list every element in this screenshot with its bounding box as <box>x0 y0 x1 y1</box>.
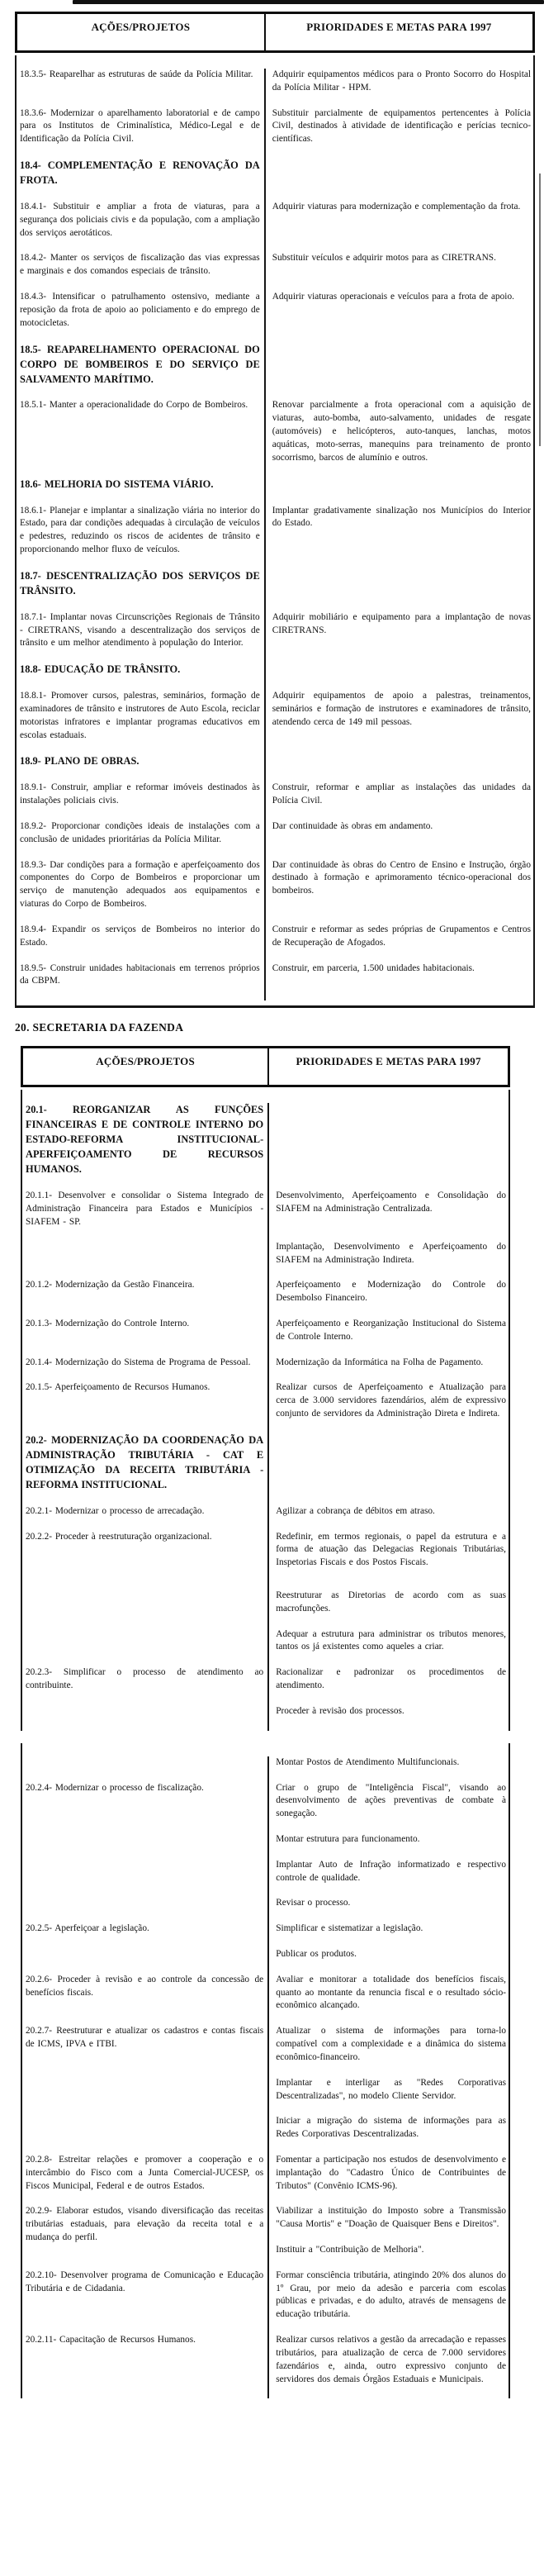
actions-cell <box>17 252 266 291</box>
actions-cell <box>22 1666 269 1730</box>
actions-cell <box>22 1190 269 1279</box>
table-body-segment-a <box>21 1090 510 1731</box>
actions-cell <box>22 1103 269 1190</box>
goal-text: Implantar gradativamente sinalização nos Municípios do Interior do Estado. <box>272 505 531 529</box>
action-text: 20.1.3- Modernização do Controle Interno. <box>26 1318 190 1328</box>
table-row <box>22 1666 509 1730</box>
action-text: 20.2.6- Proceder à revisão e ao controle da concessão de benefícios fiscais. <box>26 1974 264 1998</box>
goals-cell <box>266 690 533 754</box>
goal-text: Construir e reformar as sedes próprias de Grupamentos e Centros de Recuperação de Afogados. <box>272 924 531 948</box>
goals-cell <box>269 1279 509 1318</box>
table-body-segment-b <box>21 1743 510 2399</box>
table-row <box>22 1922 509 1974</box>
goals-cell <box>266 399 533 477</box>
goal-text: Proceder à revisão dos processos. <box>276 1705 404 1716</box>
goals-cell <box>266 859 533 924</box>
actions-cell <box>22 1433 269 1505</box>
goal-text: Viabilizar a instituição do Imposto sobre a Transmissão "Causa Mortis" e "Doação de Quaisquer Bens e Direitos". <box>276 2206 506 2230</box>
table-row <box>22 1531 509 1667</box>
scan-artifact-top-bar <box>73 0 544 4</box>
action-text: 18.3.6- Modernizar o aparelhamento laboratorial e de campo para os Institutos de Criminalística, Médico-Legal e de Identificação da Polícia Civil. <box>20 107 260 145</box>
goal-text: Desenvolvimento, Aperfeiçoamento e Consolidação do SIAFEM na Administração Centralizada. <box>276 1191 506 1214</box>
goal-text: Aperfeiçoamento e Modernização do Controle do Desembolso Financeiro. <box>276 1280 506 1304</box>
table-section-20-fazenda <box>21 1046 510 2398</box>
section-heading-row <box>22 1103 509 1190</box>
section-title-secretaria-fazenda: 20. SECRETARIA DA FAZENDA <box>15 1021 184 1034</box>
table-row <box>22 1782 509 1923</box>
table-row <box>22 1381 509 1433</box>
action-text: 18.5- REAPARELHAMENTO OPERACIONAL DO CORPO DE BOMBEIROS E DO SERVIÇO DE SALVAMENTO MARÍTIMO. <box>20 343 260 385</box>
table-row <box>17 252 533 291</box>
goals-cell <box>266 107 533 159</box>
goals-cell <box>269 1318 509 1357</box>
action-text: 18.4.3- Intensificar o patrulhamento ostensivo, mediante a reposição da frota de apoio ao policiamento e do emprego de motocicletas. <box>20 292 260 328</box>
section-heading-row <box>17 663 533 690</box>
goal-text: Adquirir viaturas operacionais e veículos para a frota de apoio. <box>272 292 514 302</box>
goals-cell <box>266 343 533 400</box>
actions-cell <box>17 69 266 107</box>
actions-cell <box>22 1756 269 1782</box>
goal-text: Substituir veículos e adquirir motos para as CIRETRANS. <box>272 253 496 264</box>
actions-cell <box>22 1782 269 1923</box>
goal-text: Renovar parcialmente a frota operacional com a aquisição de viaturas, auto-bomba, auto-salvamento, unidades de resgate (automóveis) e helicópteros, auto-tanques, lanchas, motos aquáticas, moto-serras, manequins para treinamento de pronto socorrismo, barcos de alumínio e outros. <box>272 400 531 463</box>
goal-text: Adquirir equipamentos médicos para o Pronto Socorro do Hospital da Polícia Militar - HPM. <box>272 69 531 93</box>
goals-cell <box>269 1974 509 2025</box>
goals-cell <box>266 820 533 859</box>
table-row <box>22 1505 509 1531</box>
table-row <box>22 2025 509 2154</box>
goals-cell <box>266 782 533 820</box>
actions-cell <box>17 690 266 754</box>
action-text: 18.6.1- Planejar e implantar a sinalização viária no interior do Estado, para dar condições adequadas à circulação de veículos e pedestres, reduzindo os riscos de acidentes de trânsito e proporcionando melhor fluxo de veículos. <box>20 505 260 554</box>
section-heading-row <box>17 478 533 505</box>
goals-cell <box>266 69 533 107</box>
actions-cell <box>22 2269 269 2334</box>
column-header-acoes-projetos: AÇÕES/PROJETOS <box>23 1048 269 1085</box>
goals-cell <box>269 2269 509 2334</box>
goals-cell <box>269 1531 509 1667</box>
action-text: 18.4.2- Manter os serviços de fiscalização das vias expressas e marginais e dos comandos especiais de trânsito. <box>20 253 260 277</box>
goal-text: Reestruturar as Diretorias de acordo com as suas macrofunções. <box>276 1590 506 1614</box>
goal-text: Substituir parcialmente de equipamentos pertencentes à Polícia Civil, destinados à atividade de identificação e perícias tecnico-científicas. <box>272 107 531 145</box>
actions-cell <box>22 2154 269 2205</box>
table-row <box>22 2154 509 2205</box>
action-text: 18.9.4- Expandir os serviços de Bombeiros no interior do Estado. <box>20 924 260 948</box>
table-row <box>22 1756 509 1782</box>
action-text: 20.2.9- Elaborar estudos, visando diversificação das receitas tributárias estaduais, para elevação da receita total e a mudança do perfil. <box>26 2206 264 2243</box>
table-header-row <box>15 12 535 53</box>
goal-text: Formar consciência tributária, atingindo 20% dos alunos do 1º Grau, por meio da adesão e parceria com escolas públicas e privadas, e do adulto, através de mensagens de educação tributária. <box>276 2269 506 2320</box>
table-row <box>17 859 533 924</box>
action-text: 18.9.3- Dar condições para a formação e aperfeiçoamento dos componentes do Corpo de Bombeiros e proporcionar um serviço de manutenção adequados aos equipamentos e viaturas do Corpo de Bombeiros. <box>20 859 260 910</box>
table-row <box>17 291 533 342</box>
goals-cell <box>269 1666 509 1730</box>
table-body <box>15 55 535 1008</box>
table-row <box>22 2334 509 2398</box>
action-text: 20.1.4- Modernização do Sistema de Programa de Pessoal. <box>26 1357 251 1367</box>
table-row <box>17 690 533 754</box>
goals-cell <box>266 611 533 663</box>
actions-cell <box>22 1381 269 1433</box>
action-text: 20.1.2- Modernização da Gestão Financeira. <box>26 1280 195 1290</box>
goals-cell <box>266 478 533 505</box>
actions-cell <box>17 291 266 342</box>
table-row <box>17 782 533 820</box>
table-row <box>22 1190 509 1279</box>
action-text: 20.1- REORGANIZAR AS FUNÇÕES FINANCEIRAS E DE CONTROLE INTERNO DO ESTADO-REFORMA INSTITUCIONAL-APERFEIÇOAMENTO DE RECURSOS HUMANOS. <box>26 1104 264 1176</box>
table-row <box>22 1974 509 2025</box>
table-row <box>17 962 533 1001</box>
action-text: 20.2.5- Aperfeiçoar a legislação. <box>26 1923 149 1934</box>
goal-text: Fomentar a participação nos estudos de desenvolvimento e implantação do "Cadastro Único de Contribuintes de Tributos" (Convênio ICMS-96). <box>276 2154 506 2191</box>
actions-cell <box>17 107 266 159</box>
action-text: 18.3.5- Reaparelhar as estruturas de saúde da Polícia Militar. <box>20 69 253 79</box>
goal-text: Adquirir equipamentos de apoio a palestras, treinamentos, seminários e formação de instrutores e examinadores de trânsito, atendendo cerca de 149 mil pessoas. <box>272 691 531 727</box>
goals-cell <box>269 2154 509 2205</box>
actions-cell <box>22 1531 269 1667</box>
actions-cell <box>17 201 266 252</box>
actions-cell <box>17 611 266 663</box>
goals-cell <box>266 505 533 569</box>
goals-cell <box>269 1922 509 1974</box>
goals-cell <box>266 569 533 611</box>
goal-text: Agilizar a cobrança de débitos em atraso. <box>276 1505 435 1516</box>
action-text: 20.1.1- Desenvolver e consolidar o Sistema Integrado de Administração Financeira para Estados e Municípios - SIAFEM - SP. <box>26 1191 264 1227</box>
section-heading-row <box>17 159 533 201</box>
table-row <box>17 924 533 962</box>
action-text: 20.2.4- Modernizar o processo de fiscalização. <box>26 1782 204 1793</box>
action-text: 18.9- PLANO DE OBRAS. <box>20 755 140 768</box>
actions-cell <box>17 859 266 924</box>
goals-cell <box>269 1357 509 1382</box>
action-text: 18.8.1- Promover cursos, palestras, seminários, formação de examinadores de trânsito e instrutores de Auto Escola, reciclar motoristas infratores e implantar programas educativos em escolas estaduais. <box>20 691 260 740</box>
goal-text: Criar o grupo de "Inteligência Fiscal", visando ao desenvolvimento de ações preventivas de combate à sonegação. <box>276 1782 506 1819</box>
actions-cell <box>22 1279 269 1318</box>
section-heading-row <box>17 754 533 782</box>
table-row <box>22 1279 509 1318</box>
goal-text: Implantar Auto de Infração informatizado e respectivo controle de qualidade. <box>276 1859 506 1883</box>
table-row <box>17 107 533 159</box>
column-header-prioridades-metas: PRIORIDADES E METAS PARA 1997 <box>306 21 492 33</box>
action-text: 20.2.1- Modernizar o processo de arrecadação. <box>26 1505 205 1516</box>
table-row <box>22 1318 509 1357</box>
actions-cell <box>22 1974 269 2025</box>
goals-cell <box>269 2334 509 2398</box>
actions-cell <box>22 2205 269 2269</box>
goals-cell <box>269 1103 509 1190</box>
goals-cell <box>266 962 533 1001</box>
goal-text: Construir, em parceria, 1.500 unidades habitacionais. <box>272 962 475 973</box>
goals-cell <box>269 1756 509 1782</box>
actions-cell <box>17 399 266 477</box>
goal-text: Adquirir viaturas para modernização e complementação da frota. <box>272 202 521 212</box>
goal-text: Iniciar a migração do sistema de informações para as Redes Corporativas Descentralizadas. <box>276 2116 506 2140</box>
action-text: 18.7.1- Implantar novas Circunscrições Regionais de Trânsito - CIRETRANS, visando a descentralização dos serviços de trânsito e um melhor atendimento à população do Interior. <box>20 611 260 649</box>
goal-text: Montar Postos de Atendimento Multifuncionais. <box>276 1756 460 1767</box>
action-text: 18.4.1- Substituir e ampliar a frota de viaturas, para a segurança dos policiais civis e da população, com a ampliação dos serviços aerotáticos. <box>20 202 260 238</box>
action-text: 20.2.8- Estreitar relações e promover a cooperação e o intercâmbio do Fisco com a Junta Comercial-JUCESP, os Fiscos Municipal, Federal e de outros Estados. <box>26 2154 264 2191</box>
actions-cell <box>17 343 266 400</box>
action-text: 18.8- EDUCAÇÃO DE TRÂNSITO. <box>20 663 181 676</box>
action-text: 18.9.2- Proporcionar condições ideais de instalações com a conclusão de unidades prioritárias da Polícia Militar. <box>20 821 260 844</box>
goals-cell <box>269 1433 509 1505</box>
goal-text: Avaliar e monitorar a totalidade dos benefícios fiscais, quanto ao montante da renuncia fiscal e o resultado sócio-econômico alcançado. <box>276 1974 506 2011</box>
actions-cell <box>17 569 266 611</box>
action-text: 20.2- MODERNIZAÇÃO DA COORDENAÇÃO DA ADMINISTRAÇÃO TRIBUTÁRIA - CAT E OTIMIZAÇÃO DA RECEITA TRIBUTÁRIA - REFORMA INSTITUCIONAL. <box>26 1433 264 1490</box>
action-text: 18.9.1- Construir, ampliar e reformar imóveis destinados às instalações policiais civis. <box>20 782 260 806</box>
goal-text: Implantação, Desenvolvimento e Aperfeiçoamento do SIAFEM na Administração Indireta. <box>276 1241 506 1265</box>
goal-text: Revisar o processo. <box>276 1898 351 1908</box>
goal-text: Simplificar e sistematizar a legislação. <box>276 1923 423 1934</box>
actions-cell <box>22 1922 269 1974</box>
action-text: 20.2.10- Desenvolver programa de Comunicação e Educação Tributária e de Cidadania. <box>26 2269 264 2293</box>
goal-text: Redefinir, em termos regionais, o papel da estrutura e a forma de atuação das Delegacias Regionais Tributárias, Inspetorias Fiscais e dos Postos Fiscais. <box>276 1531 506 1568</box>
goal-text: Dar continuidade às obras em andamento. <box>272 821 433 832</box>
action-text: 20.2.7- Reestruturar e atualizar os cadastros e contas fiscais de ICMS, IPVA e ITBI. <box>26 2026 264 2050</box>
column-header-acoes-projetos: AÇÕES/PROJETOS <box>17 14 266 50</box>
goals-cell <box>266 291 533 342</box>
goals-cell <box>269 2025 509 2154</box>
actions-cell <box>17 924 266 962</box>
section-heading-row <box>17 343 533 400</box>
goal-text: Construir, reformar e ampliar as instalações das unidades da Polícia Civil. <box>272 782 531 806</box>
goal-text: Publicar os produtos. <box>276 1949 357 1960</box>
actions-cell <box>17 754 266 782</box>
goals-cell <box>269 1505 509 1531</box>
action-text: 20.2.3- Simplificar o processo de atendimento ao contribuinte. <box>26 1667 264 1691</box>
goals-cell <box>266 924 533 962</box>
goal-text: Atualizar o sistema de informações para torna-lo compatível com a complexidade e a dinâmica do sistema econômico-financeiro. <box>276 2026 506 2062</box>
table-row <box>17 399 533 477</box>
goals-cell <box>266 663 533 690</box>
goal-text: Realizar cursos relativos a gestão da arrecadação e repasses tributários, para atualização de cerca de 7.000 servidores fazendários e, ainda, outro expressivo conjunto de servidores dos demais Órgãos Estaduais e Municipais. <box>276 2335 506 2384</box>
goal-text: Adquirir mobiliário e equipamento para a implantação de novas CIRETRANS. <box>272 611 531 635</box>
column-header-prioridades-metas: PRIORIDADES E METAS PARA 1997 <box>296 1055 481 1068</box>
goals-cell <box>269 1381 509 1433</box>
goal-text: Aperfeiçoamento e Reorganização Institucional do Sistema de Controle Interno. <box>276 1318 506 1342</box>
goal-text: Instituir a "Contribuição de Melhoria". <box>276 2245 424 2255</box>
table-row <box>17 820 533 859</box>
action-text: 20.2.2- Proceder à reestruturação organizacional. <box>26 1531 212 1542</box>
table-row <box>17 505 533 569</box>
action-text: 20.2.11- Capacitação de Recursos Humanos. <box>26 2335 196 2345</box>
goal-text: Realizar cursos de Aperfeiçoamento e Atualização para cerca de 3.000 servidores fazendários, além de expressivo conjunto de servidores da Administração Direta e Indireta. <box>276 1382 506 1419</box>
action-text: 18.5.1- Manter a operacionalidade do Corpo de Bombeiros. <box>20 400 248 411</box>
goal-text: Implantar e interligar as "Redes Corporativas Descentralizadas", no modelo Cliente Servidor. <box>276 2077 506 2101</box>
actions-cell <box>22 1357 269 1382</box>
table-row <box>17 611 533 663</box>
section-heading-row <box>22 1433 509 1505</box>
scan-artifact-right-edge <box>539 173 541 446</box>
actions-cell <box>17 505 266 569</box>
goal-text: Adequar a estrutura para administrar os tributos menores, tantos os já existentes como aqueles a criar. <box>276 1628 506 1652</box>
goal-text: Racionalizar e padronizar os procedimentos de atendimento. <box>276 1667 506 1691</box>
goal-text: Montar estrutura para funcionamento. <box>276 1833 420 1844</box>
action-text: 20.1.5- Aperfeiçoamento de Recursos Humanos. <box>26 1382 211 1393</box>
table-section-18-seguranca <box>15 12 535 1008</box>
actions-cell <box>17 962 266 1001</box>
goal-text: Modernização da Informática na Folha de Pagamento. <box>276 1357 484 1367</box>
table-row <box>22 2205 509 2269</box>
actions-cell <box>22 2334 269 2398</box>
actions-cell <box>17 478 266 505</box>
table-row <box>22 1357 509 1382</box>
table-row <box>17 201 533 252</box>
actions-cell <box>22 1505 269 1531</box>
goals-cell <box>269 1782 509 1923</box>
goals-cell <box>266 159 533 201</box>
actions-cell <box>22 1318 269 1357</box>
goals-cell <box>266 201 533 252</box>
table-row <box>17 69 533 107</box>
table-header-row <box>21 1046 510 1087</box>
goals-cell <box>269 1190 509 1279</box>
actions-cell <box>17 782 266 820</box>
action-text: 18.6- MELHORIA DO SISTEMA VIÁRIO. <box>20 478 214 490</box>
action-text: 18.7- DESCENTRALIZAÇÃO DOS SERVIÇOS DE TRÂNSITO. <box>20 569 260 596</box>
actions-cell <box>17 159 266 201</box>
goals-cell <box>269 2205 509 2269</box>
goals-cell <box>266 252 533 291</box>
action-text: 18.4- COMPLEMENTAÇÃO E RENOVAÇÃO DA FROTA. <box>20 159 260 187</box>
action-text: 18.9.5- Construir unidades habitacionais em terrenos próprios da CBPM. <box>20 962 260 986</box>
actions-cell <box>22 2025 269 2154</box>
actions-cell <box>17 663 266 690</box>
goals-cell <box>266 754 533 782</box>
scan-page-break-gap <box>21 1731 510 1743</box>
goal-text: Dar continuidade às obras do Centro de Ensino e Instrução, órgão destinado à formação e aprimoramento técnico-operacional dos bombeiros. <box>272 859 531 896</box>
table-row <box>22 2269 509 2334</box>
section-heading-row <box>17 569 533 611</box>
actions-cell <box>17 820 266 859</box>
